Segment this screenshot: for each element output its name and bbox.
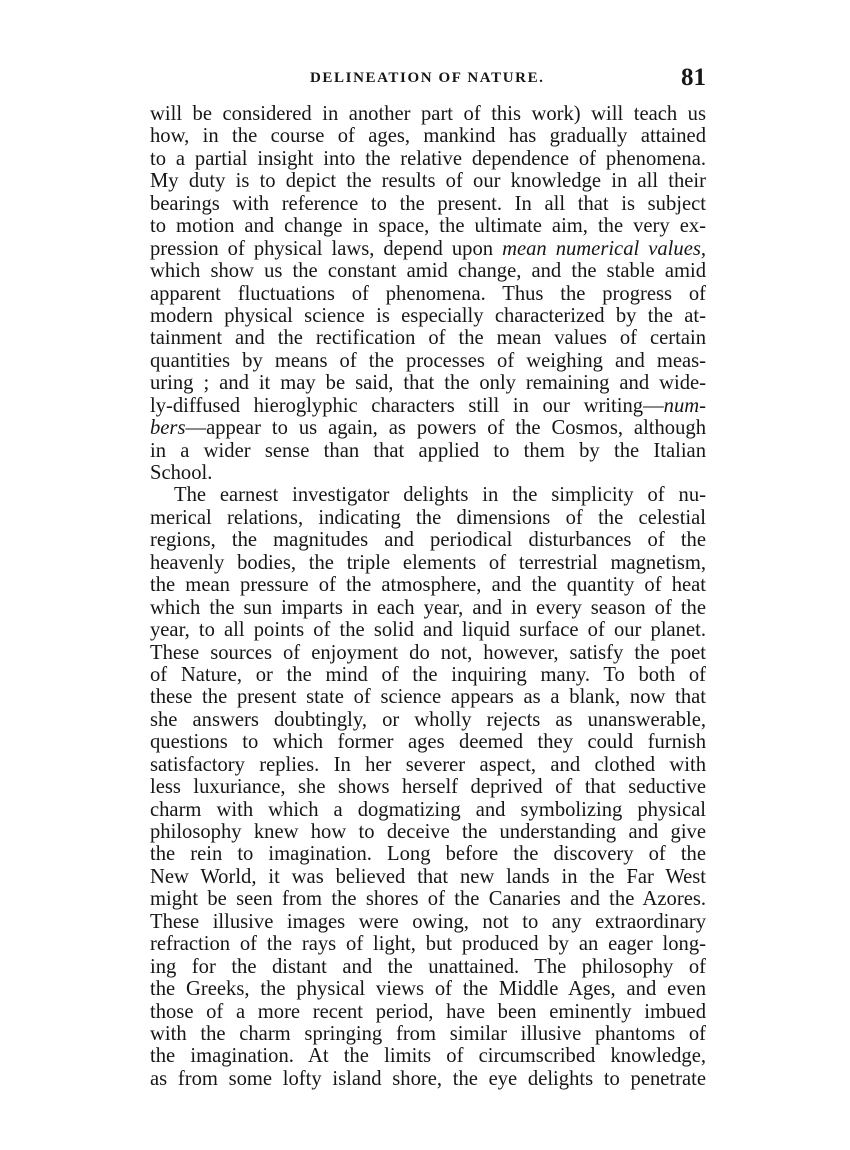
text-line — [150, 664, 706, 686]
text-line — [150, 462, 706, 484]
text-line — [150, 350, 706, 372]
text-line — [150, 574, 706, 596]
text-line — [150, 260, 706, 282]
italic-text: mean numerical values, — [502, 237, 706, 260]
text-line — [150, 911, 706, 933]
text-line — [150, 193, 706, 215]
text-line — [150, 148, 706, 170]
text-line — [150, 395, 706, 417]
text-segment: My duty is to depict the results of our knowledge in all their — [150, 170, 706, 193]
text-line — [150, 417, 706, 439]
text-segment: ly-diffused hieroglyphic characters still in our writing— — [150, 394, 664, 417]
text-line — [150, 125, 706, 147]
text-segment: regions, the magnitudes and periodical disturbances of the — [150, 529, 706, 552]
text-segment: those of a more recent period, have been eminently imbued — [150, 1000, 706, 1023]
text-segment: she answers doubtingly, or wholly rejects as unanswerable, — [150, 708, 706, 731]
text-segment: might be seen from the shores of the Canaries and the Azores. — [150, 888, 706, 911]
text-segment: will be considered in another part of this work) will teach us — [150, 103, 706, 125]
text-line — [150, 215, 706, 237]
text-segment: bearings with reference to the present. In all that is subject — [150, 192, 706, 215]
text-line — [150, 552, 706, 574]
text-line — [150, 642, 706, 664]
text-line — [150, 866, 706, 888]
text-line — [150, 372, 706, 394]
text-line — [150, 619, 706, 641]
text-line — [150, 283, 706, 305]
text-line — [150, 238, 706, 260]
running-title: DELINEATION OF NATURE. — [310, 70, 545, 86]
text-line — [150, 440, 706, 462]
text-segment: quantities by means of the processes of weighing and meas- — [150, 349, 706, 372]
text-line — [150, 821, 706, 843]
text-line — [150, 1045, 706, 1067]
text-line — [150, 305, 706, 327]
text-line — [150, 956, 706, 978]
text-segment: pression of physical laws, depend upon — [150, 237, 503, 260]
text-segment: ing for the distant and the unattained. The philosophy of — [150, 955, 706, 978]
text-segment: philosophy knew how to deceive the understanding and give — [150, 821, 706, 843]
text-line — [150, 484, 706, 506]
text-segment: as from some lofty island shore, the eye delights to penetrate — [150, 1067, 706, 1090]
text-segment: School. — [150, 462, 213, 484]
text-line — [150, 933, 706, 955]
text-line — [150, 978, 706, 1000]
running-head — [150, 66, 706, 100]
text-segment: apparent fluctuations of phenomena. Thus the progress of — [150, 282, 706, 305]
text-segment: in a wider sense than that applied to them by the Italian — [150, 439, 706, 462]
text-segment: merical relations, indicating the dimensions of the celestial — [150, 506, 706, 529]
text-segment: satisfactory replies. In her severer aspect, and clothed with — [150, 753, 706, 776]
text-segment: These illusive images were owing, not to any extraordinary — [150, 910, 706, 933]
text-segment: how, in the course of ages, mankind has gradually attained — [150, 125, 706, 148]
text-segment: refraction of the rays of light, but produced by an eager long- — [150, 933, 706, 956]
text-segment: year, to all points of the solid and liquid surface of our planet. — [150, 619, 706, 642]
text-line — [150, 888, 706, 910]
text-line — [150, 731, 706, 753]
text-line — [150, 507, 706, 529]
italic-text: bers — [150, 417, 186, 440]
text-line — [150, 327, 706, 349]
text-segment: heavenly bodies, the triple elements of terrestrial magnetism, — [150, 551, 706, 574]
text-line — [150, 1001, 706, 1023]
text-segment: which show us the constant amid change, and the stable amid — [150, 260, 706, 283]
text-line — [150, 103, 706, 125]
text-segment: questions to which former ages deemed they could furnish — [150, 731, 706, 754]
text-segment: tainment and the rectification of the mean values of certain — [150, 327, 706, 350]
text-segment: with the charm springing from similar illusive phantoms of — [150, 1022, 706, 1045]
text-segment: to a partial insight into the relative dependence of phenomena. — [150, 147, 706, 170]
text-segment: uring ; and it may be said, that the only remaining and wide- — [150, 372, 706, 395]
text-line — [150, 170, 706, 192]
text-line — [150, 686, 706, 708]
text-segment: of Nature, or the mind of the inquiring many. To both of — [150, 663, 706, 686]
text-segment: to motion and change in space, the ultimate aim, the very ex- — [150, 215, 706, 238]
text-segment: these the present state of science appears as a blank, now that — [150, 686, 706, 709]
text-segment: the Greeks, the physical views of the Middle Ages, and even — [150, 978, 706, 1001]
text-segment: the rein to imagination. Long before the discovery of the — [150, 843, 706, 866]
text-segment: The earnest investigator delights in the simplicity of nu- — [174, 484, 706, 507]
text-line — [150, 529, 706, 551]
text-line — [150, 776, 706, 798]
page-number: 81 — [681, 64, 706, 91]
text-segment: —appear to us again, as powers of the Cosmos, although — [185, 417, 706, 440]
text-line — [150, 1068, 706, 1090]
text-segment: which the sun imparts in each year, and in every season of the — [150, 596, 706, 619]
text-line — [150, 1023, 706, 1045]
text-segment: less luxuriance, she shows herself deprived of that seductive — [150, 776, 706, 799]
text-segment: modern physical science is especially characterized by the at- — [150, 304, 706, 327]
text-segment: the mean pressure of the atmosphere, and the quantity of heat — [150, 574, 706, 597]
text-segment: These sources of enjoyment do not, however, satisfy the poet — [150, 641, 706, 664]
text-line — [150, 709, 706, 731]
body-text — [150, 103, 706, 1090]
text-line — [150, 843, 706, 865]
text-line — [150, 754, 706, 776]
italic-text: num- — [663, 394, 706, 417]
text-segment: New World, it was believed that new lands in the Far West — [150, 865, 706, 888]
text-line — [150, 597, 706, 619]
text-segment: charm with which a dogmatizing and symbolizing physical — [150, 798, 706, 821]
text-line — [150, 799, 706, 821]
text-segment: the imagination. At the limits of circumscribed knowledge, — [150, 1045, 706, 1068]
